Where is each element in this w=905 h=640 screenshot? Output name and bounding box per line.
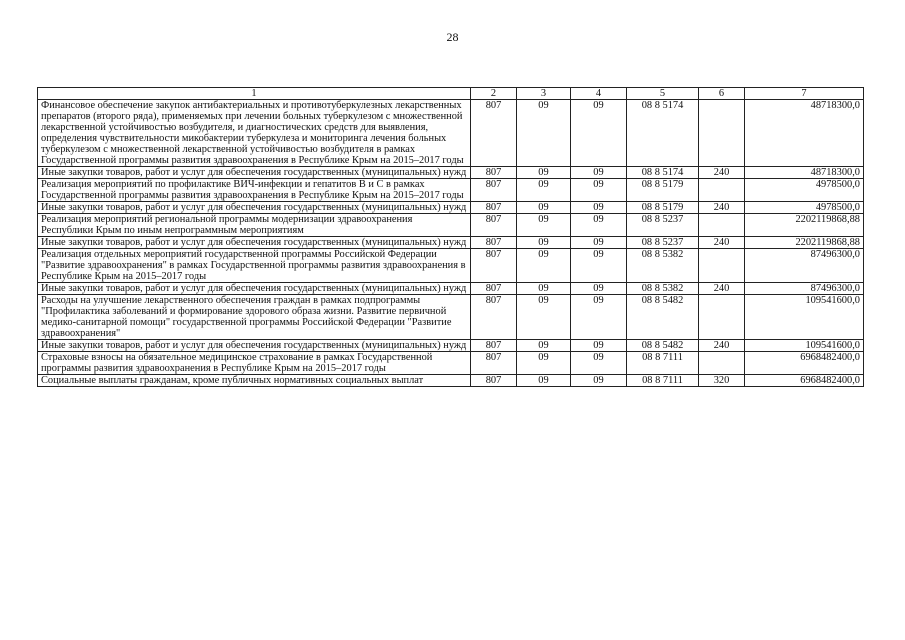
cell-expense-type: 240: [699, 237, 745, 249]
cell-ministry-code: 807: [471, 202, 517, 214]
cell-amount: 48718300,0: [745, 100, 864, 167]
table-row: [38, 214, 864, 237]
row-description: Иные закупки товаров, работ и услуг для обеспечения государственных (муниципальных) нужд: [38, 283, 471, 295]
column-header: 6: [699, 88, 745, 100]
cell-expense-type: 240: [699, 202, 745, 214]
cell-amount: 109541600,0: [745, 295, 864, 340]
row-description: Реализация мероприятий региональной программы модернизации здравоохранения Республики Крым по иным непрограммным мероприятиям: [38, 214, 471, 237]
cell-amount: 4978500,0: [745, 202, 864, 214]
cell-subsection-code: 09: [571, 295, 627, 340]
cell-amount: 4978500,0: [745, 179, 864, 202]
row-description: Иные закупки товаров, работ и услуг для обеспечения государственных (муниципальных) нужд: [38, 167, 471, 179]
cell-section-code: 09: [517, 352, 571, 375]
table-row: [38, 283, 864, 295]
cell-target-article: 08 8 5237: [627, 214, 699, 237]
cell-subsection-code: 09: [571, 375, 627, 387]
row-description: Финансовое обеспечение закупок антибактериальных и противотуберкулезных лекарственных препаратов (второго ряда), применяемых при лечении больных туберкулезом с множественной лекарственной устойчивостью возбудителя, и диагностических средств для выявления, определения чувствительности микобактерии туберкулеза и мониторинга лечения больных туберкулезом с множественной лекарственной устойчивостью возбудителя в рамках Государственной программы развития здравоохранения в Республике Крым на 2015–2017 годы: [38, 100, 471, 167]
table-row: [38, 340, 864, 352]
cell-expense-type: 240: [699, 340, 745, 352]
cell-subsection-code: 09: [571, 352, 627, 375]
table-row: [38, 295, 864, 340]
cell-expense-type: [699, 214, 745, 237]
cell-ministry-code: 807: [471, 375, 517, 387]
cell-subsection-code: 09: [571, 340, 627, 352]
table-row: [38, 375, 864, 387]
cell-subsection-code: 09: [571, 167, 627, 179]
column-header: 2: [471, 88, 517, 100]
cell-amount: 6968482400,0: [745, 375, 864, 387]
cell-ministry-code: 807: [471, 214, 517, 237]
cell-target-article: 08 8 7111: [627, 352, 699, 375]
cell-ministry-code: 807: [471, 352, 517, 375]
cell-section-code: 09: [517, 283, 571, 295]
cell-target-article: 08 8 7111: [627, 375, 699, 387]
row-description: Иные закупки товаров, работ и услуг для обеспечения государственных (муниципальных) нужд: [38, 202, 471, 214]
cell-ministry-code: 807: [471, 100, 517, 167]
cell-section-code: 09: [517, 249, 571, 283]
page-number: 28: [446, 30, 459, 44]
cell-subsection-code: 09: [571, 214, 627, 237]
cell-ministry-code: 807: [471, 179, 517, 202]
cell-target-article: 08 8 5174: [627, 167, 699, 179]
table-row: [38, 202, 864, 214]
table-row: [38, 352, 864, 375]
table-row: [38, 249, 864, 283]
column-header: 1: [38, 88, 471, 100]
cell-section-code: 09: [517, 167, 571, 179]
budget-table: [37, 87, 864, 387]
cell-target-article: 08 8 5179: [627, 202, 699, 214]
row-description: Страховые взносы на обязательное медицинское страхование в рамках Государственной программы развития здравоохранения в Республике Крым на 2015–2017 годы: [38, 352, 471, 375]
cell-target-article: 08 8 5237: [627, 237, 699, 249]
cell-section-code: 09: [517, 100, 571, 167]
cell-section-code: 09: [517, 237, 571, 249]
cell-ministry-code: 807: [471, 340, 517, 352]
cell-amount: 109541600,0: [745, 340, 864, 352]
cell-amount: 6968482400,0: [745, 352, 864, 375]
row-description: Социальные выплаты гражданам, кроме публичных нормативных социальных выплат: [38, 375, 471, 387]
table-row: [38, 237, 864, 249]
cell-expense-type: [699, 249, 745, 283]
column-header: 4: [571, 88, 627, 100]
cell-target-article: 08 8 5482: [627, 295, 699, 340]
cell-amount: 87496300,0: [745, 283, 864, 295]
column-header: 5: [627, 88, 699, 100]
cell-section-code: 09: [517, 340, 571, 352]
cell-subsection-code: 09: [571, 202, 627, 214]
cell-subsection-code: 09: [571, 179, 627, 202]
cell-amount: 48718300,0: [745, 167, 864, 179]
cell-ministry-code: 807: [471, 295, 517, 340]
cell-target-article: 08 8 5179: [627, 179, 699, 202]
table-row: [38, 179, 864, 202]
table-row: [38, 167, 864, 179]
cell-subsection-code: 09: [571, 237, 627, 249]
cell-subsection-code: 09: [571, 249, 627, 283]
cell-amount: 2202119868,88: [745, 237, 864, 249]
row-description: Расходы на улучшение лекарственного обеспечения граждан в рамках подпрограммы "Профилактика заболеваний и формирование здорового образа жизни. Развитие первичной медико-санитарной помощи" государственной программы Российской Федерации "Развитие здравоохранения": [38, 295, 471, 340]
column-header: 7: [745, 88, 864, 100]
header-row: [38, 88, 864, 100]
cell-subsection-code: 09: [571, 283, 627, 295]
cell-section-code: 09: [517, 179, 571, 202]
cell-expense-type: [699, 179, 745, 202]
cell-section-code: 09: [517, 375, 571, 387]
table-row: [38, 100, 864, 167]
row-description: Иные закупки товаров, работ и услуг для обеспечения государственных (муниципальных) нужд: [38, 237, 471, 249]
cell-amount: 2202119868,88: [745, 214, 864, 237]
cell-target-article: 08 8 5174: [627, 100, 699, 167]
cell-expense-type: 320: [699, 375, 745, 387]
cell-expense-type: 240: [699, 283, 745, 295]
cell-section-code: 09: [517, 214, 571, 237]
cell-ministry-code: 807: [471, 249, 517, 283]
cell-ministry-code: 807: [471, 283, 517, 295]
cell-expense-type: [699, 352, 745, 375]
cell-target-article: 08 8 5382: [627, 283, 699, 295]
row-description: Иные закупки товаров, работ и услуг для обеспечения государственных (муниципальных) нужд: [38, 340, 471, 352]
cell-ministry-code: 807: [471, 237, 517, 249]
cell-expense-type: [699, 100, 745, 167]
cell-amount: 87496300,0: [745, 249, 864, 283]
cell-section-code: 09: [517, 295, 571, 340]
cell-subsection-code: 09: [571, 100, 627, 167]
column-header: 3: [517, 88, 571, 100]
cell-expense-type: [699, 295, 745, 340]
cell-target-article: 08 8 5382: [627, 249, 699, 283]
cell-ministry-code: 807: [471, 167, 517, 179]
cell-section-code: 09: [517, 202, 571, 214]
row-description: Реализация мероприятий по профилактике ВИЧ-инфекции и гепатитов В и С в рамках Государственной программы развития здравоохранения в Республике Крым на 2015–2017 годы: [38, 179, 471, 202]
cell-target-article: 08 8 5482: [627, 340, 699, 352]
cell-expense-type: 240: [699, 167, 745, 179]
row-description: Реализация отдельных мероприятий государственной программы Российской Федерации "Развитие здравоохранения" в рамках Государственной программы развития здравоохранения в Республике Крым на 2015–2017 годы: [38, 249, 471, 283]
